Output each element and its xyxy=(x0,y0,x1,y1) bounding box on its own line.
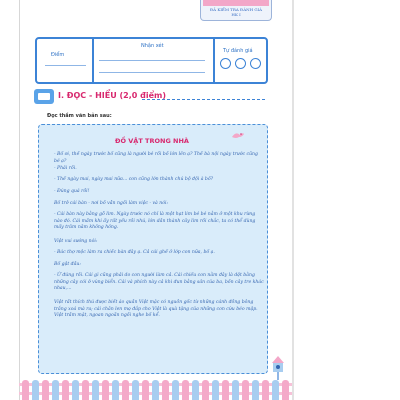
score-divider xyxy=(213,39,215,82)
score-line xyxy=(45,65,86,66)
fence-picket xyxy=(272,380,279,400)
story-paragraph: - Cái bàn này bằng gỗ lim. Ngày trước nó chỉ là một hạt lim bé bé nằm ở một khu rừng nào đó. Cái mầm khi ấy rất yếu rồi nhú, lớn dần thành cây lim rồi chắc, ta có thể dùng mấy trăm năm không hỏng. xyxy=(54,212,256,230)
fence-picket xyxy=(182,380,189,400)
fence-picket xyxy=(242,380,249,400)
fence-picket xyxy=(282,380,289,400)
fence-picket xyxy=(162,380,169,400)
fence-picket xyxy=(252,380,259,400)
fence-picket xyxy=(202,380,209,400)
comment-line xyxy=(99,60,205,61)
header-badge-band xyxy=(203,0,269,6)
fence-picket xyxy=(112,380,119,400)
story-paragraph: - Thế ngày mai, ngày mai nữa... con cũng lớn thành chú bộ đội à bố? xyxy=(54,177,214,182)
fence-picket xyxy=(92,380,99,400)
fence-picket xyxy=(22,380,29,400)
story-title: ĐỒ VẬT TRONG NHÀ xyxy=(115,137,189,145)
section-rule xyxy=(142,99,265,100)
fence-picket xyxy=(222,380,229,400)
book-icon xyxy=(34,89,54,104)
story-paragraph: - Ừ đúng rồi. Cái gì cũng phải do con người làm cả. Cái chiếu con nằm đây là dệt bằng những cây cói ở vùng biển. Cái và phích này cả khi đun bằng sản của ba, bốn cây tre khác nhau,... xyxy=(54,273,264,291)
reading-instruction: Đọc thầm văn bản sau: xyxy=(47,113,112,119)
fence-picket xyxy=(32,380,39,400)
birdhouse-icon xyxy=(271,355,285,380)
fence-picket xyxy=(42,380,49,400)
fence-picket xyxy=(172,380,179,400)
bird-decoration-icon xyxy=(231,129,245,141)
fence-picket xyxy=(212,380,219,400)
story-paragraph: Việt vui sướng nói: xyxy=(54,239,98,244)
story-paragraph: Bố gật đầu: xyxy=(54,262,81,267)
header-badge xyxy=(200,0,272,21)
comment-label: Nhận xét xyxy=(141,43,164,49)
fence-picket xyxy=(52,380,59,400)
header-badge-line2: HK I xyxy=(231,12,241,17)
story-paragraph: - Phải rồi. xyxy=(54,166,77,171)
fence-picket xyxy=(142,380,149,400)
fence-picket xyxy=(132,380,139,400)
score-divider xyxy=(92,39,94,82)
fence-picket xyxy=(62,380,69,400)
story-paragraph: - Bố ơi, thế ngày trước bố cũng là người bé rồi bố lớn lên ạ? Thế bà nội ngày trước cũng bé ạ? xyxy=(54,152,258,164)
score-label: Điểm xyxy=(51,52,65,58)
fence-picket xyxy=(122,380,129,400)
story-paragraph: - Bác thợ mộc làm ra chiếc bàn đây ạ. Cả cái ghế ở lớp con nữa, bố ạ. xyxy=(54,250,215,255)
fence-picket xyxy=(152,380,159,400)
smiley-face-icon[interactable] xyxy=(250,58,261,69)
header-badge-line1: ĐÃ KIỂM TRA ĐÁNH GIÁ xyxy=(209,7,263,12)
comment-line xyxy=(99,72,205,73)
page-edge xyxy=(292,0,294,400)
bottom-fence-decoration xyxy=(19,377,292,400)
smiley-face-icon[interactable] xyxy=(220,58,231,69)
score-box xyxy=(35,37,268,84)
fence-picket xyxy=(192,380,199,400)
fence-picket xyxy=(72,380,79,400)
self-eval-label: Tự đánh giá xyxy=(223,48,253,54)
story-paragraph: Bố trở cái bàn - nơi bố vẫn ngồi làm việc - và nói: xyxy=(54,201,168,206)
fence-picket xyxy=(102,380,109,400)
smiley-face-icon[interactable] xyxy=(235,58,246,69)
fence-picket xyxy=(82,380,89,400)
section-title: I. ĐỌC - HIỂU (2,0 điểm) xyxy=(58,91,166,100)
story-paragraph: Việt rất thích thú được biết áo quần Việt mặc có nguồn gốc từ những cánh đồng bông trắng xoá mà ra; cái chăn len mẹ đắp cho Việt là quà tặng của những con cừu béo mập. Việt trầm mặt, ngoan ngoãn ngồi nghe bố kể. xyxy=(54,300,258,318)
fence-picket xyxy=(262,380,269,400)
fence-picket xyxy=(232,380,239,400)
story-paragraph: - Đúng quá rồi! xyxy=(54,189,90,194)
